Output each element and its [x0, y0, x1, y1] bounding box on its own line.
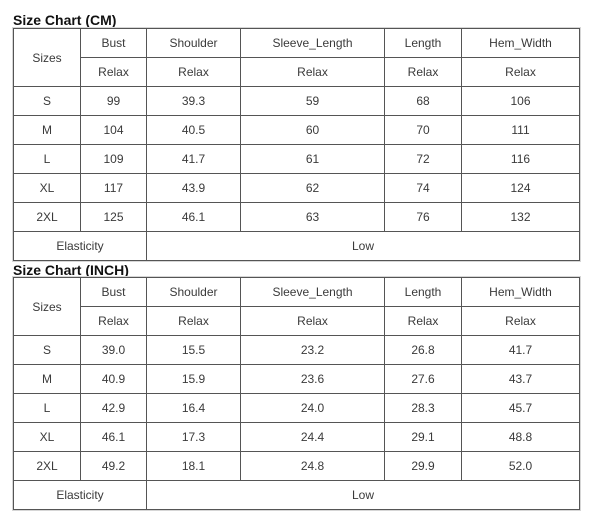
- size-label: L: [14, 145, 81, 174]
- fit-subheader: Relax: [147, 307, 241, 336]
- size-label: L: [14, 394, 81, 423]
- table-cell: 52.0: [462, 452, 580, 481]
- table-row: [14, 174, 580, 203]
- table-row: [14, 336, 580, 365]
- column-header-hem-width: Hem_Width: [462, 29, 580, 58]
- table-row: [14, 203, 580, 232]
- table-cell: 41.7: [462, 336, 580, 365]
- table-cell: 45.7: [462, 394, 580, 423]
- table-header-row: [14, 278, 580, 307]
- table-cell: 70: [385, 116, 462, 145]
- column-header-shoulder: Shoulder: [147, 29, 241, 58]
- table-row: [14, 423, 580, 452]
- fit-subheader: Relax: [385, 307, 462, 336]
- table-cell: 29.1: [385, 423, 462, 452]
- table-cell: 76: [385, 203, 462, 232]
- table-cell: 59: [241, 87, 385, 116]
- table-cell: 62: [241, 174, 385, 203]
- table-row: [14, 145, 580, 174]
- table-cell: 49.2: [81, 452, 147, 481]
- table-cell: 111: [462, 116, 580, 145]
- elasticity-value: Low: [147, 232, 580, 261]
- sizes-header: Sizes: [14, 278, 81, 336]
- table-cell: 17.3: [147, 423, 241, 452]
- fit-subheader: Relax: [147, 58, 241, 87]
- table-cell: 72: [385, 145, 462, 174]
- column-header-shoulder: Shoulder: [147, 278, 241, 307]
- cm-size-chart-table: [13, 28, 580, 261]
- table-cell: 15.9: [147, 365, 241, 394]
- table-cell: 106: [462, 87, 580, 116]
- size-label: 2XL: [14, 203, 81, 232]
- table-cell: 42.9: [81, 394, 147, 423]
- table-cell: 43.7: [462, 365, 580, 394]
- table-row: [14, 116, 580, 145]
- column-header-sleeve-length: Sleeve_Length: [241, 29, 385, 58]
- table-cell: 116: [462, 145, 580, 174]
- table-header-row: [14, 29, 580, 58]
- table-cell: 104: [81, 116, 147, 145]
- table-cell: 124: [462, 174, 580, 203]
- table-cell: 132: [462, 203, 580, 232]
- fit-subheader: Relax: [385, 58, 462, 87]
- size-label: S: [14, 87, 81, 116]
- table-cell: 26.8: [385, 336, 462, 365]
- table-cell: 61: [241, 145, 385, 174]
- table-cell: 29.9: [385, 452, 462, 481]
- size-label: S: [14, 336, 81, 365]
- cm-size-chart-title: Size Chart (CM): [13, 12, 117, 28]
- table-cell: 23.6: [241, 365, 385, 394]
- table-cell: 40.9: [81, 365, 147, 394]
- table-cell: 16.4: [147, 394, 241, 423]
- table-cell: 46.1: [81, 423, 147, 452]
- table-row: [14, 365, 580, 394]
- table-cell: 41.7: [147, 145, 241, 174]
- table-cell: 39.3: [147, 87, 241, 116]
- size-label: M: [14, 365, 81, 394]
- size-label: 2XL: [14, 452, 81, 481]
- fit-subheader: Relax: [81, 307, 147, 336]
- table-cell: 46.1: [147, 203, 241, 232]
- table-row: [14, 87, 580, 116]
- column-header-sleeve-length: Sleeve_Length: [241, 278, 385, 307]
- inch-size-chart-table: [13, 277, 580, 510]
- elasticity-label: Elasticity: [14, 232, 147, 261]
- elasticity-row: [14, 481, 580, 510]
- fit-subheader: Relax: [241, 58, 385, 87]
- sizes-header: Sizes: [14, 29, 81, 87]
- elasticity-label: Elasticity: [14, 481, 147, 510]
- column-header-bust: Bust: [81, 278, 147, 307]
- fit-subheader: Relax: [241, 307, 385, 336]
- column-header-length: Length: [385, 278, 462, 307]
- column-header-length: Length: [385, 29, 462, 58]
- table-subheader-row: [14, 307, 580, 336]
- table-cell: 28.3: [385, 394, 462, 423]
- column-header-bust: Bust: [81, 29, 147, 58]
- table-subheader-row: [14, 58, 580, 87]
- elasticity-row: [14, 232, 580, 261]
- table-cell: 68: [385, 87, 462, 116]
- fit-subheader: Relax: [462, 58, 580, 87]
- table-cell: 125: [81, 203, 147, 232]
- table-cell: 40.5: [147, 116, 241, 145]
- table-cell: 18.1: [147, 452, 241, 481]
- table-cell: 60: [241, 116, 385, 145]
- table-row: [14, 452, 580, 481]
- table-cell: 39.0: [81, 336, 147, 365]
- table-cell: 99: [81, 87, 147, 116]
- table-row: [14, 394, 580, 423]
- table-cell: 24.8: [241, 452, 385, 481]
- table-cell: 15.5: [147, 336, 241, 365]
- inch-size-chart-title: Size Chart (INCH): [13, 262, 129, 278]
- size-label: XL: [14, 174, 81, 203]
- table-cell: 23.2: [241, 336, 385, 365]
- fit-subheader: Relax: [81, 58, 147, 87]
- table-cell: 109: [81, 145, 147, 174]
- fit-subheader: Relax: [462, 307, 580, 336]
- size-label: M: [14, 116, 81, 145]
- table-cell: 48.8: [462, 423, 580, 452]
- table-cell: 74: [385, 174, 462, 203]
- table-cell: 117: [81, 174, 147, 203]
- table-cell: 63: [241, 203, 385, 232]
- column-header-hem-width: Hem_Width: [462, 278, 580, 307]
- table-cell: 24.4: [241, 423, 385, 452]
- table-cell: 27.6: [385, 365, 462, 394]
- table-cell: 24.0: [241, 394, 385, 423]
- table-cell: 43.9: [147, 174, 241, 203]
- size-label: XL: [14, 423, 81, 452]
- elasticity-value: Low: [147, 481, 580, 510]
